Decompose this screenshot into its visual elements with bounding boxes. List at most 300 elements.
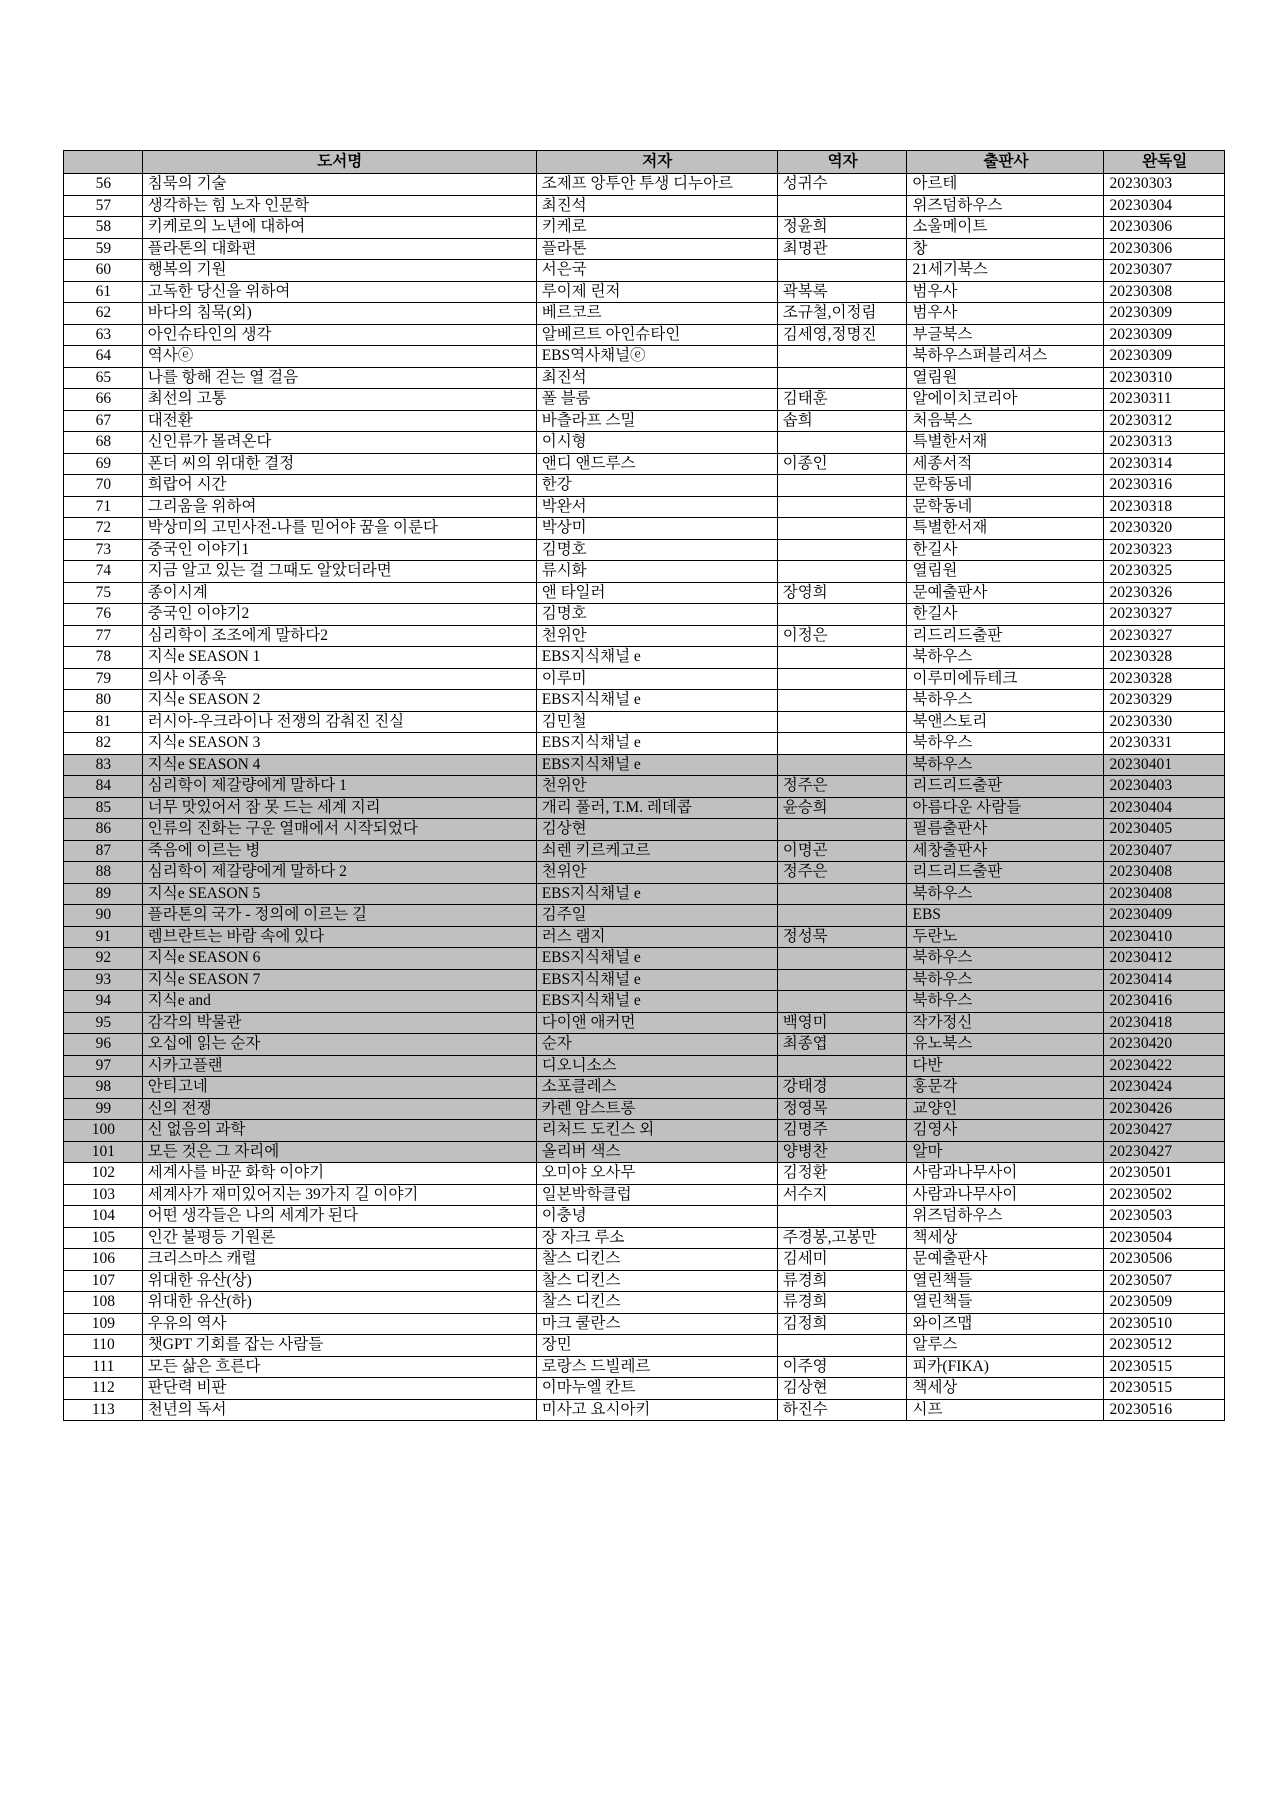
cell-translator [777,475,907,497]
cell-publisher: 북하우스 [907,690,1104,712]
cell-publisher: 사람과나무사이 [907,1163,1104,1185]
cell-author: 장민 [536,1335,777,1357]
cell-title: 침묵의 기술 [142,174,536,196]
cell-publisher: 소울메이트 [907,217,1104,239]
cell-index: 88 [64,862,143,884]
cell-index: 89 [64,883,143,905]
cell-index: 83 [64,754,143,776]
cell-publisher: 와이즈맵 [907,1313,1104,1335]
cell-translator [777,711,907,733]
cell-title: 나를 항해 걷는 열 걸음 [142,367,536,389]
cell-author: 카렌 암스트롱 [536,1098,777,1120]
cell-publisher: 한길사 [907,539,1104,561]
cell-index: 98 [64,1077,143,1099]
cell-title: 세계사를 바꾼 화학 이야기 [142,1163,536,1185]
cell-publisher: 아름다운 사람들 [907,797,1104,819]
cell-title: 아인슈타인의 생각 [142,324,536,346]
cell-title: 지식e SEASON 4 [142,754,536,776]
cell-author: 순자 [536,1034,777,1056]
cell-author: 알베르트 아인슈타인 [536,324,777,346]
table-row [64,1098,1225,1120]
column-header-title: 도서명 [142,151,536,174]
cell-translator [777,1335,907,1357]
cell-title: 천년의 독서 [142,1399,536,1421]
cell-publisher: 문예출판사 [907,582,1104,604]
cell-finished-date: 20230420 [1104,1034,1225,1056]
table-row [64,238,1225,260]
cell-publisher: 문학동네 [907,496,1104,518]
cell-finished-date: 20230320 [1104,518,1225,540]
cell-title: 플라톤의 대화편 [142,238,536,260]
cell-publisher: 유노북스 [907,1034,1104,1056]
cell-title: 생각하는 힘 노자 인문학 [142,195,536,217]
table-row [64,1141,1225,1163]
cell-index: 103 [64,1184,143,1206]
cell-title: 의사 이종욱 [142,668,536,690]
cell-author: 김명호 [536,604,777,626]
cell-publisher: 필름출판사 [907,819,1104,841]
cell-title: 신인류가 몰려온다 [142,432,536,454]
cell-publisher: 처음북스 [907,410,1104,432]
cell-translator: 윤승희 [777,797,907,819]
cell-publisher: 북하우스 [907,969,1104,991]
table-row [64,991,1225,1013]
cell-index: 70 [64,475,143,497]
cell-title: 모든 것은 그 자리에 [142,1141,536,1163]
table-row [64,754,1225,776]
cell-finished-date: 20230309 [1104,346,1225,368]
cell-finished-date: 20230418 [1104,1012,1225,1034]
cell-title: 종이시계 [142,582,536,604]
cell-title: 시카고플랜 [142,1055,536,1077]
cell-translator: 정윤희 [777,217,907,239]
cell-publisher: 피카(FIKA) [907,1356,1104,1378]
cell-author: 플라톤 [536,238,777,260]
cell-publisher: 열림원 [907,561,1104,583]
cell-publisher: 책세상 [907,1378,1104,1400]
cell-title: 러시아-우크라이나 전쟁의 감춰진 진실 [142,711,536,733]
cell-author: 조제프 앙투안 투생 디누아르 [536,174,777,196]
cell-author: 올리버 색스 [536,1141,777,1163]
table-row [64,905,1225,927]
table-row [64,367,1225,389]
cell-translator [777,905,907,927]
cell-author: 김민철 [536,711,777,733]
cell-title: 지금 알고 있는 걸 그때도 알았더라면 [142,561,536,583]
cell-index: 80 [64,690,143,712]
table-row [64,1356,1225,1378]
cell-finished-date: 20230407 [1104,840,1225,862]
table-row [64,647,1225,669]
cell-publisher: 21세기북스 [907,260,1104,282]
cell-author: 소포클레스 [536,1077,777,1099]
cell-author: 찰스 디킨스 [536,1292,777,1314]
table-row [64,948,1225,970]
cell-author: 일본박학클럽 [536,1184,777,1206]
cell-finished-date: 20230502 [1104,1184,1225,1206]
cell-author: 천위안 [536,625,777,647]
table-row [64,1077,1225,1099]
cell-translator: 김정환 [777,1163,907,1185]
table-row [64,453,1225,475]
cell-publisher: 알에이치코리아 [907,389,1104,411]
cell-title: 감각의 박물관 [142,1012,536,1034]
cell-index: 94 [64,991,143,1013]
cell-index: 109 [64,1313,143,1335]
cell-translator [777,195,907,217]
cell-finished-date: 20230316 [1104,475,1225,497]
table-row [64,969,1225,991]
cell-translator: 장영희 [777,582,907,604]
cell-title: 챗GPT 기회를 잡는 사람들 [142,1335,536,1357]
cell-publisher: 범우사 [907,281,1104,303]
table-row [64,1335,1225,1357]
cell-index: 101 [64,1141,143,1163]
cell-finished-date: 20230331 [1104,733,1225,755]
cell-index: 72 [64,518,143,540]
cell-author: EBS지식채널 e [536,733,777,755]
table-row [64,346,1225,368]
cell-index: 73 [64,539,143,561]
cell-title: 행복의 기원 [142,260,536,282]
table-row [64,1227,1225,1249]
table-row [64,1270,1225,1292]
cell-title: 중국인 이야기2 [142,604,536,626]
cell-finished-date: 20230329 [1104,690,1225,712]
cell-finished-date: 20230310 [1104,367,1225,389]
cell-title: 위대한 유산(상) [142,1270,536,1292]
cell-title: 위대한 유산(하) [142,1292,536,1314]
cell-index: 86 [64,819,143,841]
cell-index: 64 [64,346,143,368]
cell-translator: 이종인 [777,453,907,475]
cell-finished-date: 20230330 [1104,711,1225,733]
cell-publisher: 세종서적 [907,453,1104,475]
cell-finished-date: 20230507 [1104,1270,1225,1292]
cell-translator: 류경희 [777,1270,907,1292]
cell-publisher: 작가정신 [907,1012,1104,1034]
cell-finished-date: 20230427 [1104,1141,1225,1163]
cell-publisher: 열림원 [907,367,1104,389]
table-row [64,217,1225,239]
cell-translator [777,969,907,991]
cell-title: 박상미의 고민사전-나를 믿어야 꿈을 이룬다 [142,518,536,540]
cell-translator: 솝희 [777,410,907,432]
cell-index: 113 [64,1399,143,1421]
cell-index: 56 [64,174,143,196]
cell-translator: 하진수 [777,1399,907,1421]
table-row [64,174,1225,196]
cell-title: 그리움을 위하여 [142,496,536,518]
cell-publisher: 특별한서재 [907,518,1104,540]
cell-finished-date: 20230414 [1104,969,1225,991]
cell-translator: 김명주 [777,1120,907,1142]
table-row [64,1313,1225,1335]
table-row [64,797,1225,819]
cell-translator: 조규철,이정림 [777,303,907,325]
cell-finished-date: 20230510 [1104,1313,1225,1335]
cell-publisher: 열린책들 [907,1270,1104,1292]
cell-title: 대전환 [142,410,536,432]
table-row [64,1206,1225,1228]
cell-author: 로랑스 드빌레르 [536,1356,777,1378]
cell-index: 59 [64,238,143,260]
cell-author: 오미야 오사무 [536,1163,777,1185]
cell-translator: 이명곤 [777,840,907,862]
cell-finished-date: 20230408 [1104,883,1225,905]
cell-finished-date: 20230328 [1104,647,1225,669]
cell-translator: 곽복록 [777,281,907,303]
cell-index: 74 [64,561,143,583]
cell-translator [777,260,907,282]
cell-translator [777,690,907,712]
cell-index: 87 [64,840,143,862]
cell-index: 110 [64,1335,143,1357]
cell-author: 러스 램지 [536,926,777,948]
table-row [64,1378,1225,1400]
table-row [64,281,1225,303]
cell-title: 세계사가 재미있어지는 39가지 길 이야기 [142,1184,536,1206]
cell-translator [777,604,907,626]
cell-author: 이마누엘 칸트 [536,1378,777,1400]
cell-author: 폴 블룸 [536,389,777,411]
cell-finished-date: 20230318 [1104,496,1225,518]
cell-title: 지식e SEASON 7 [142,969,536,991]
cell-finished-date: 20230515 [1104,1378,1225,1400]
cell-title: 플라톤의 국가 - 정의에 이르는 길 [142,905,536,927]
cell-title: 우유의 역사 [142,1313,536,1335]
cell-finished-date: 20230325 [1104,561,1225,583]
cell-title: 죽음에 이르는 병 [142,840,536,862]
cell-index: 100 [64,1120,143,1142]
cell-title: 렘브란트는 바람 속에 있다 [142,926,536,948]
cell-title: 신 없음의 과학 [142,1120,536,1142]
cell-author: 미사고 요시아키 [536,1399,777,1421]
cell-author: 천위안 [536,776,777,798]
cell-translator: 김세영,정명진 [777,324,907,346]
cell-translator [777,561,907,583]
cell-index: 65 [64,367,143,389]
cell-author: 김주일 [536,905,777,927]
cell-finished-date: 20230313 [1104,432,1225,454]
cell-index: 60 [64,260,143,282]
table-row [64,776,1225,798]
table-row [64,690,1225,712]
table-row [64,518,1225,540]
cell-translator: 이주영 [777,1356,907,1378]
cell-translator: 최명관 [777,238,907,260]
cell-finished-date: 20230409 [1104,905,1225,927]
cell-title: 모든 삶은 흐른다 [142,1356,536,1378]
table-row [64,604,1225,626]
cell-translator: 정성묵 [777,926,907,948]
cell-index: 97 [64,1055,143,1077]
cell-index: 71 [64,496,143,518]
cell-finished-date: 20230516 [1104,1399,1225,1421]
cell-index: 77 [64,625,143,647]
cell-index: 67 [64,410,143,432]
cell-title: 너무 맛있어서 잠 못 드는 세계 지리 [142,797,536,819]
cell-title: 오십에 읽는 순자 [142,1034,536,1056]
cell-finished-date: 20230426 [1104,1098,1225,1120]
cell-index: 75 [64,582,143,604]
table-row [64,1184,1225,1206]
cell-index: 63 [64,324,143,346]
cell-title: 지식e SEASON 2 [142,690,536,712]
cell-title: 심리학이 조조에게 말하다2 [142,625,536,647]
cell-translator [777,539,907,561]
table-row [64,324,1225,346]
cell-author: 이루미 [536,668,777,690]
cell-finished-date: 20230405 [1104,819,1225,841]
cell-publisher: 부글북스 [907,324,1104,346]
table-row [64,862,1225,884]
cell-title: 안티고네 [142,1077,536,1099]
cell-translator: 김상현 [777,1378,907,1400]
cell-publisher: 열린책들 [907,1292,1104,1314]
cell-index: 111 [64,1356,143,1378]
cell-index: 95 [64,1012,143,1034]
table-row [64,1163,1225,1185]
cell-finished-date: 20230512 [1104,1335,1225,1357]
cell-publisher: 리드리드출판 [907,625,1104,647]
cell-index: 107 [64,1270,143,1292]
cell-author: 이시형 [536,432,777,454]
cell-finished-date: 20230501 [1104,1163,1225,1185]
cell-index: 79 [64,668,143,690]
cell-title: 지식e SEASON 1 [142,647,536,669]
cell-title: 지식e and [142,991,536,1013]
cell-translator [777,346,907,368]
column-header-finished-date: 완독일 [1104,151,1225,174]
cell-publisher: 북하우스 [907,733,1104,755]
table-row [64,195,1225,217]
cell-translator: 강태경 [777,1077,907,1099]
cell-index: 92 [64,948,143,970]
cell-translator [777,883,907,905]
cell-publisher: 창 [907,238,1104,260]
cell-title: 키케로의 노년에 대하여 [142,217,536,239]
cell-finished-date: 20230410 [1104,926,1225,948]
cell-index: 61 [64,281,143,303]
cell-publisher: 위즈덤하우스 [907,195,1104,217]
cell-publisher: 책세상 [907,1227,1104,1249]
cell-translator [777,819,907,841]
cell-index: 76 [64,604,143,626]
cell-translator [777,1055,907,1077]
cell-title: 지식e SEASON 5 [142,883,536,905]
table-row [64,668,1225,690]
table-row [64,1055,1225,1077]
cell-index: 82 [64,733,143,755]
cell-publisher: 북하우스 [907,883,1104,905]
cell-title: 최선의 고통 [142,389,536,411]
cell-title: 지식e SEASON 3 [142,733,536,755]
cell-publisher: 알마 [907,1141,1104,1163]
cell-finished-date: 20230309 [1104,303,1225,325]
table-row [64,496,1225,518]
table-row [64,1292,1225,1314]
cell-author: 최진석 [536,367,777,389]
cell-publisher: 다반 [907,1055,1104,1077]
cell-finished-date: 20230509 [1104,1292,1225,1314]
cell-translator [777,432,907,454]
table-row [64,582,1225,604]
cell-author: 바츨라프 스밀 [536,410,777,432]
cell-finished-date: 20230504 [1104,1227,1225,1249]
cell-author: EBS지식채널 e [536,754,777,776]
cell-author: 앤디 앤드루스 [536,453,777,475]
cell-translator: 성귀수 [777,174,907,196]
cell-index: 85 [64,797,143,819]
cell-finished-date: 20230326 [1104,582,1225,604]
table-row [64,1120,1225,1142]
cell-finished-date: 20230328 [1104,668,1225,690]
cell-translator: 주경봉,고봉만 [777,1227,907,1249]
cell-author: 한강 [536,475,777,497]
cell-publisher: 범우사 [907,303,1104,325]
cell-publisher: 한길사 [907,604,1104,626]
cell-author: EBS지식채널 e [536,690,777,712]
cell-translator: 김세미 [777,1249,907,1271]
table-body [64,174,1225,1421]
cell-publisher: 위즈덤하우스 [907,1206,1104,1228]
table-row [64,561,1225,583]
cell-index: 81 [64,711,143,733]
cell-finished-date: 20230307 [1104,260,1225,282]
cell-finished-date: 20230304 [1104,195,1225,217]
cell-translator: 김태훈 [777,389,907,411]
cell-finished-date: 20230404 [1104,797,1225,819]
cell-title: 신의 전쟁 [142,1098,536,1120]
column-header-index [64,151,143,174]
cell-index: 58 [64,217,143,239]
cell-index: 62 [64,303,143,325]
book-list-table [63,150,1225,1421]
cell-index: 78 [64,647,143,669]
cell-title: 심리학이 제갈량에게 말하다 1 [142,776,536,798]
cell-author: 장 자크 루소 [536,1227,777,1249]
cell-author: 김상현 [536,819,777,841]
cell-translator [777,518,907,540]
table-row [64,260,1225,282]
cell-translator: 류경희 [777,1292,907,1314]
cell-publisher: 알루스 [907,1335,1104,1357]
table-row [64,389,1225,411]
cell-publisher: 문학동네 [907,475,1104,497]
cell-translator [777,496,907,518]
cell-author: EBS지식채널 e [536,991,777,1013]
cell-translator: 김정희 [777,1313,907,1335]
cell-translator [777,991,907,1013]
cell-translator: 정주은 [777,776,907,798]
cell-translator [777,754,907,776]
cell-publisher: 홍문각 [907,1077,1104,1099]
cell-title: 어떤 생각들은 나의 세계가 된다 [142,1206,536,1228]
cell-index: 91 [64,926,143,948]
cell-author: EBS지식채널 e [536,883,777,905]
cell-finished-date: 20230306 [1104,238,1225,260]
cell-finished-date: 20230309 [1104,324,1225,346]
cell-index: 96 [64,1034,143,1056]
cell-finished-date: 20230422 [1104,1055,1225,1077]
cell-index: 105 [64,1227,143,1249]
cell-title: 크리스마스 캐럴 [142,1249,536,1271]
cell-publisher: 북앤스토리 [907,711,1104,733]
table-row [64,625,1225,647]
cell-index: 93 [64,969,143,991]
header-row [64,151,1225,174]
